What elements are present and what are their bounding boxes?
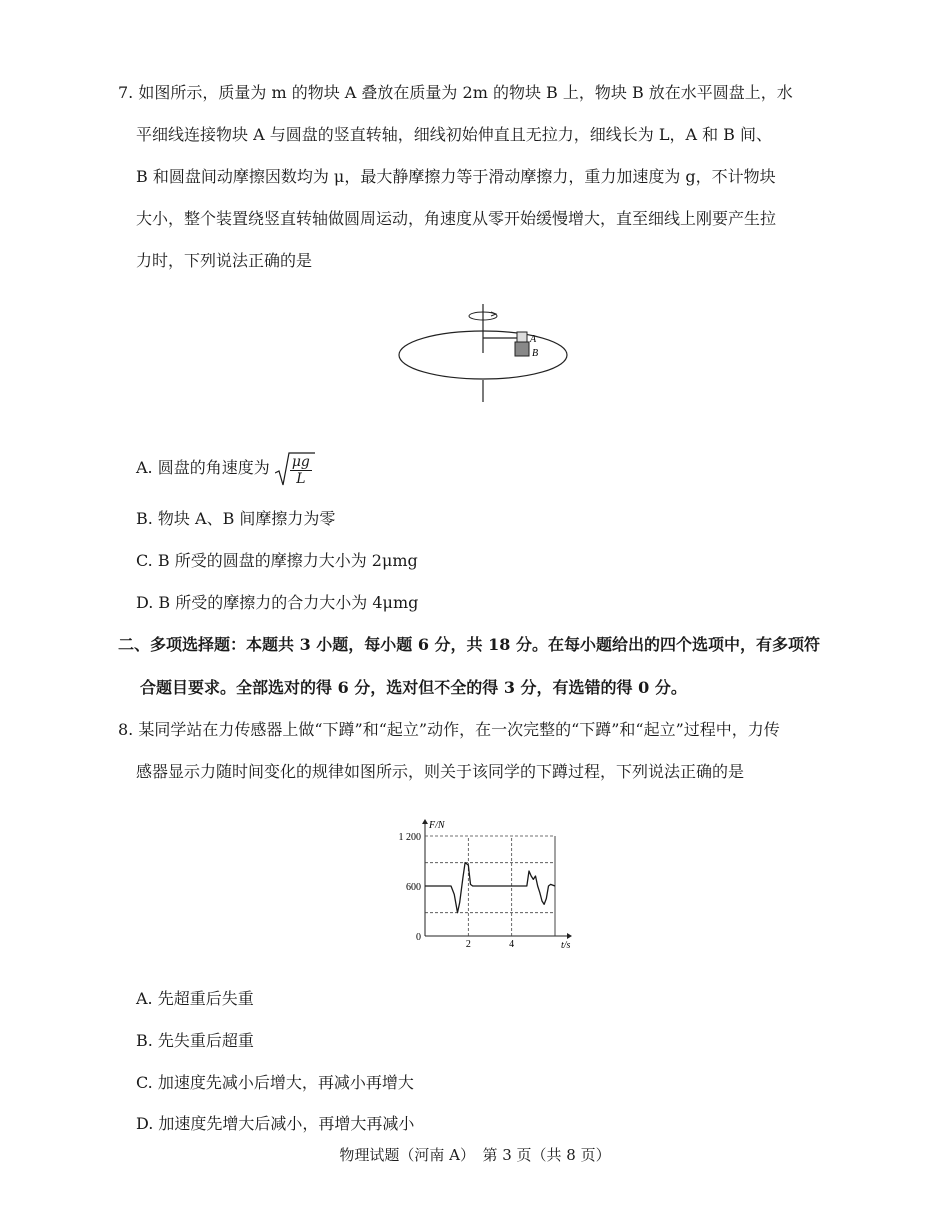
q8-option-c[interactable]: C. 加速度先减小后增大，再减小再增大 xyxy=(136,1073,414,1092)
label-a: A xyxy=(530,334,537,345)
x-axis-label: t/s xyxy=(561,940,571,951)
force-curve-0 xyxy=(425,863,555,913)
force-time-chart xyxy=(395,812,585,952)
section2-line-2: 合题目要求。全部选对的得 6 分，选对但不全的得 3 分，有选错的得 0 分。 xyxy=(140,678,687,697)
q7-option-c[interactable]: C. B 所受的圆盘的摩擦力大小为 2μmg xyxy=(136,551,418,570)
q7-option-d[interactable]: D. B 所受的摩擦力的合力大小为 4μmg xyxy=(136,593,419,612)
q7-option-a-text: A. 圆盘的角速度为 xyxy=(136,458,270,477)
sqrt-expression xyxy=(275,451,315,487)
q8-option-d[interactable]: D. 加速度先增大后减小，再增大再减小 xyxy=(136,1114,415,1133)
q7-line-2: 平细线连接物块 A 与圆盘的竖直转轴，细线初始伸直且无拉力，细线长为 L，A 和 B 间、 xyxy=(136,125,773,144)
x-tick-label: 2 xyxy=(465,939,471,950)
q7-line-1: 7. 如图所示，质量为 m 的物块 A 叠放在质量为 2m 的物块 B 上，物块 B 放在水平圆盘上，水 xyxy=(118,83,793,102)
y-axis-arrow-icon xyxy=(422,819,428,824)
block-a xyxy=(517,332,527,342)
label-b: B xyxy=(532,348,539,359)
rotating-disc-figure xyxy=(395,300,575,410)
section2-line-1: 二、多项选择题：本题共 3 小题，每小题 6 分，共 18 分。在每小题给出的四个选项中，有多项符 xyxy=(118,635,820,654)
x-tick-label: 4 xyxy=(509,939,515,950)
q8-line-2: 感器显示力随时间变化的规律如图所示，则关于该同学的下蹲过程，下列说法正确的是 xyxy=(136,762,745,781)
block-b xyxy=(515,342,529,356)
q8-option-a[interactable]: A. 先超重后失重 xyxy=(136,989,254,1008)
x-axis-arrow-icon xyxy=(567,933,572,939)
q7-line-5: 力时，下列说法正确的是 xyxy=(136,251,313,270)
q7-line-4: 大小，整个装置绕竖直转轴做圆周运动，角速度从零开始缓慢增大，直至细线上刚要产生拉 xyxy=(136,209,777,228)
y-tick-label: 1 200 xyxy=(398,832,421,843)
fraction-numerator: μg xyxy=(291,453,310,470)
q8-line-1: 8. 某同学站在力传感器上做“下蹲”和“起立”动作，在一次完整的“下蹲”和“起立”过程中，力传 xyxy=(118,720,780,739)
q7-line-3: B 和圆盘间动摩擦因数均为 μ，最大静摩擦力等于滑动摩擦力，重力加速度为 g，不计物块 xyxy=(136,167,776,186)
q7-option-b[interactable]: B. 物块 A、B 间摩擦力为零 xyxy=(136,509,336,528)
page-footer: 物理试题（河南 A） 第 3 页（共 8 页） xyxy=(339,1146,611,1164)
y-axis-label: F/N xyxy=(429,820,445,831)
fraction-denominator: L xyxy=(296,470,306,487)
rotation-arrowhead xyxy=(491,312,496,316)
sqrt-fraction xyxy=(290,454,312,487)
y-tick-label: 600 xyxy=(406,882,421,893)
q8-option-b[interactable]: B. 先失重后超重 xyxy=(136,1031,254,1050)
q7-option-a[interactable] xyxy=(136,450,315,486)
y-tick-label: 0 xyxy=(416,932,421,943)
